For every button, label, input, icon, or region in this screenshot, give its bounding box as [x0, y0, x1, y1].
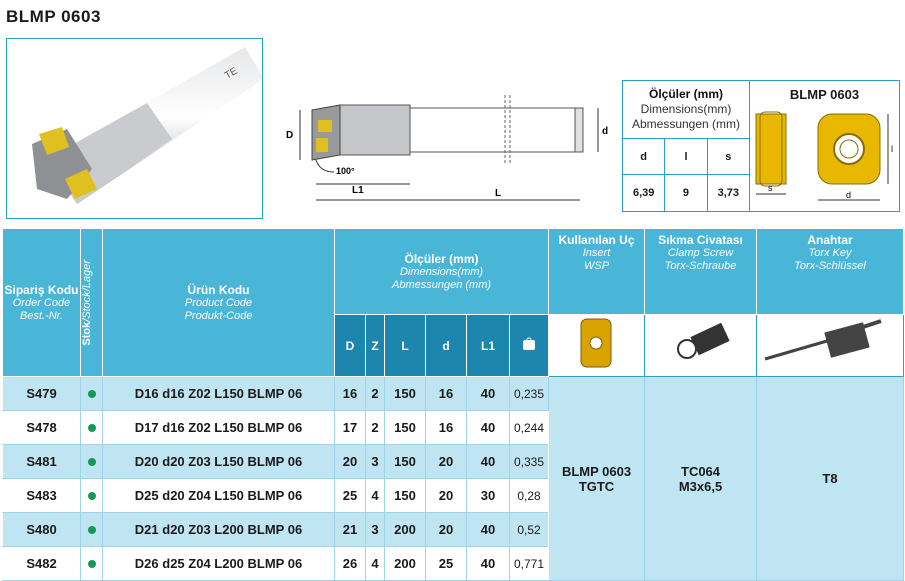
product-code-cell: D25 d20 Z04 L150 BLMP 06 — [103, 479, 335, 513]
page-title: BLMP 0603 — [6, 7, 101, 26]
dim-val-d: 6,39 — [623, 175, 665, 211]
dim-D-cell: 26 — [335, 547, 366, 581]
weight-cell: 0,244 — [510, 411, 549, 445]
in-stock-dot-icon — [88, 390, 96, 398]
in-stock-dot-icon — [88, 560, 96, 568]
product-code-cell: D21 d20 Z03 L200 BLMP 06 — [103, 513, 335, 547]
order-code-cell: S479 — [3, 377, 81, 411]
drawing-L1-label: L1 — [352, 185, 364, 196]
dim-d-cell: 16 — [426, 411, 467, 445]
dim-L1-cell: 40 — [467, 547, 510, 581]
dim-Z-cell: 2 — [366, 377, 385, 411]
key-value-cell — [757, 377, 904, 581]
dim-L-cell: 150 — [385, 479, 426, 513]
stock-cell — [81, 479, 103, 513]
weight-cell: 0,28 — [510, 479, 549, 513]
in-stock-dot-icon — [88, 458, 96, 466]
product-code-cell: D20 d20 Z03 L150 BLMP 06 — [103, 445, 335, 479]
dim-Z-cell: 4 — [366, 547, 385, 581]
torx-key-icon — [757, 315, 902, 371]
insert-dimensions-box — [622, 80, 750, 212]
header-key — [757, 229, 904, 315]
dim-Z-cell: 3 — [366, 445, 385, 479]
stock-cell — [81, 377, 103, 411]
dim-Z-cell: 3 — [366, 513, 385, 547]
dim-title: Ölçüler (mm) — [648, 87, 723, 101]
header-screw-de: Torx-Schraube — [664, 260, 737, 272]
dim-sub-de: Abmessungen (mm) — [631, 117, 741, 131]
header-dims-de: Abmessungen (mm) — [391, 278, 492, 291]
header-order-en: Order Code — [12, 296, 71, 309]
insert-drawing-box — [750, 80, 900, 212]
sub-col-D: D — [335, 315, 366, 377]
dim-d-cell: 20 — [426, 513, 467, 547]
dim-L-cell: 150 — [385, 411, 426, 445]
dim-d-cell: 16 — [426, 377, 467, 411]
in-stock-dot-icon — [88, 526, 96, 534]
drawing-d-label: d — [602, 126, 609, 137]
insert-d-label: d — [846, 190, 852, 200]
header-order-code — [3, 229, 81, 377]
key-value-cell-line: T8 — [822, 471, 838, 486]
screw-icon-cell — [645, 315, 757, 377]
drawing-angle-label: 100° — [336, 166, 355, 176]
in-stock-dot-icon — [88, 424, 96, 432]
insert-value-cell-line: TGTC — [578, 478, 615, 494]
stock-cell — [81, 445, 103, 479]
order-code-cell: S480 — [3, 513, 81, 547]
table-row — [3, 377, 904, 411]
header-screw — [645, 229, 757, 315]
dim-L-cell: 200 — [385, 547, 426, 581]
dim-d-cell: 25 — [426, 547, 467, 581]
dim-d-cell: 20 — [426, 445, 467, 479]
weight-cell: 0,335 — [510, 445, 549, 479]
screw-icon — [645, 315, 755, 371]
header-key-de: Torx-Schlüssel — [794, 260, 866, 272]
sub-col-d: d — [426, 315, 467, 377]
header-insert-de: WSP — [583, 260, 610, 272]
dim-Z-cell: 2 — [366, 411, 385, 445]
dim-L-cell: 200 — [385, 513, 426, 547]
dim-col-l: l — [665, 139, 707, 174]
product-code-cell: D16 d16 Z02 L150 BLMP 06 — [103, 377, 335, 411]
header-dims-en: Dimensions(mm) — [399, 265, 484, 278]
header-order-tr: Sipariş Kodu — [4, 282, 79, 297]
dim-D-cell: 20 — [335, 445, 366, 479]
insert-icon-cell — [549, 315, 645, 377]
header-product-code — [103, 229, 335, 377]
insert-title: BLMP 0603 — [789, 87, 860, 102]
dim-L1-cell: 40 — [467, 513, 510, 547]
dim-col-s: s — [725, 150, 732, 163]
header-product-tr: Ürün Kodu — [187, 282, 250, 297]
dim-col-d: d — [623, 139, 665, 174]
dim-d-cell: 20 — [426, 479, 467, 513]
order-code-cell: S483 — [3, 479, 81, 513]
header-screw-en: Clamp Screw — [667, 247, 734, 259]
order-code-cell: S478 — [3, 411, 81, 445]
header-key-en: Torx Key — [808, 247, 852, 259]
insert-icon — [549, 315, 643, 371]
weight-icon — [522, 337, 536, 351]
sub-col-Z: Z — [366, 315, 385, 377]
sub-col-L: L — [385, 315, 426, 377]
dim-L-cell: 150 — [385, 377, 426, 411]
drawing-L-label: L — [495, 188, 502, 199]
header-screw-tr: Sıkma Civatası — [658, 233, 743, 247]
technical-drawing — [280, 90, 610, 210]
dim-D-cell: 17 — [335, 411, 366, 445]
header-stock-rest: /Stock/Lager — [81, 259, 93, 322]
insert-value-cell — [549, 377, 645, 581]
order-code-cell: S481 — [3, 445, 81, 479]
stock-cell — [81, 513, 103, 547]
weight-cell: 0,52 — [510, 513, 549, 547]
tool-photo — [6, 38, 263, 219]
in-stock-dot-icon — [88, 492, 96, 500]
svg-text:TE: TE — [223, 65, 240, 82]
sub-col-weight — [510, 315, 549, 377]
header-stock — [81, 229, 103, 377]
screw-value-cell-line: TC064 — [681, 463, 721, 479]
key-icon-cell — [757, 315, 904, 377]
screw-value-cell-line: M3x6,5 — [678, 478, 723, 494]
stock-cell — [81, 547, 103, 581]
dim-D-cell: 25 — [335, 479, 366, 513]
product-table — [2, 228, 904, 581]
dim-L-cell: 150 — [385, 445, 426, 479]
header-key-tr: Anahtar — [807, 233, 853, 247]
order-code-cell: S482 — [3, 547, 81, 581]
header-insert — [549, 229, 645, 315]
screw-value-cell — [645, 377, 757, 581]
header-order-de: Best.-Nr. — [20, 309, 63, 322]
weight-cell: 0,771 — [510, 547, 549, 581]
header-product-en: Product Code — [184, 296, 253, 309]
header-dimensions — [335, 229, 549, 315]
dim-sub-en: Dimensions(mm) — [640, 102, 732, 116]
weight-cell: 0,235 — [510, 377, 549, 411]
dim-Z-cell: 4 — [366, 479, 385, 513]
insert-l-label: l — [891, 144, 893, 154]
dim-D-cell: 21 — [335, 513, 366, 547]
header-insert-en: Insert — [582, 247, 611, 259]
dim-L1-cell: 40 — [467, 411, 510, 445]
dim-val-l: 9 — [665, 175, 707, 211]
sub-col-L1: L1 — [467, 315, 510, 377]
header-dims-tr: Ölçüler (mm) — [404, 251, 479, 266]
drawing-D-label: D — [286, 130, 294, 141]
product-code-cell: D26 d25 Z04 L200 BLMP 06 — [103, 547, 335, 581]
header-insert-tr: Kullanılan Uç — [558, 233, 635, 247]
dim-D-cell: 16 — [335, 377, 366, 411]
product-code-cell: D17 d16 Z02 L150 BLMP 06 — [103, 411, 335, 445]
dim-val-s: 3,73 — [717, 187, 740, 199]
header-product-de: Produkt-Code — [184, 309, 253, 322]
insert-value-cell-line: BLMP 0603 — [561, 463, 632, 479]
stock-cell — [81, 411, 103, 445]
insert-s-label: s — [768, 183, 773, 193]
dim-L1-cell: 30 — [467, 479, 510, 513]
dim-L1-cell: 40 — [467, 377, 510, 411]
dim-L1-cell: 40 — [467, 445, 510, 479]
header-stock-tr: Stok — [81, 321, 93, 346]
